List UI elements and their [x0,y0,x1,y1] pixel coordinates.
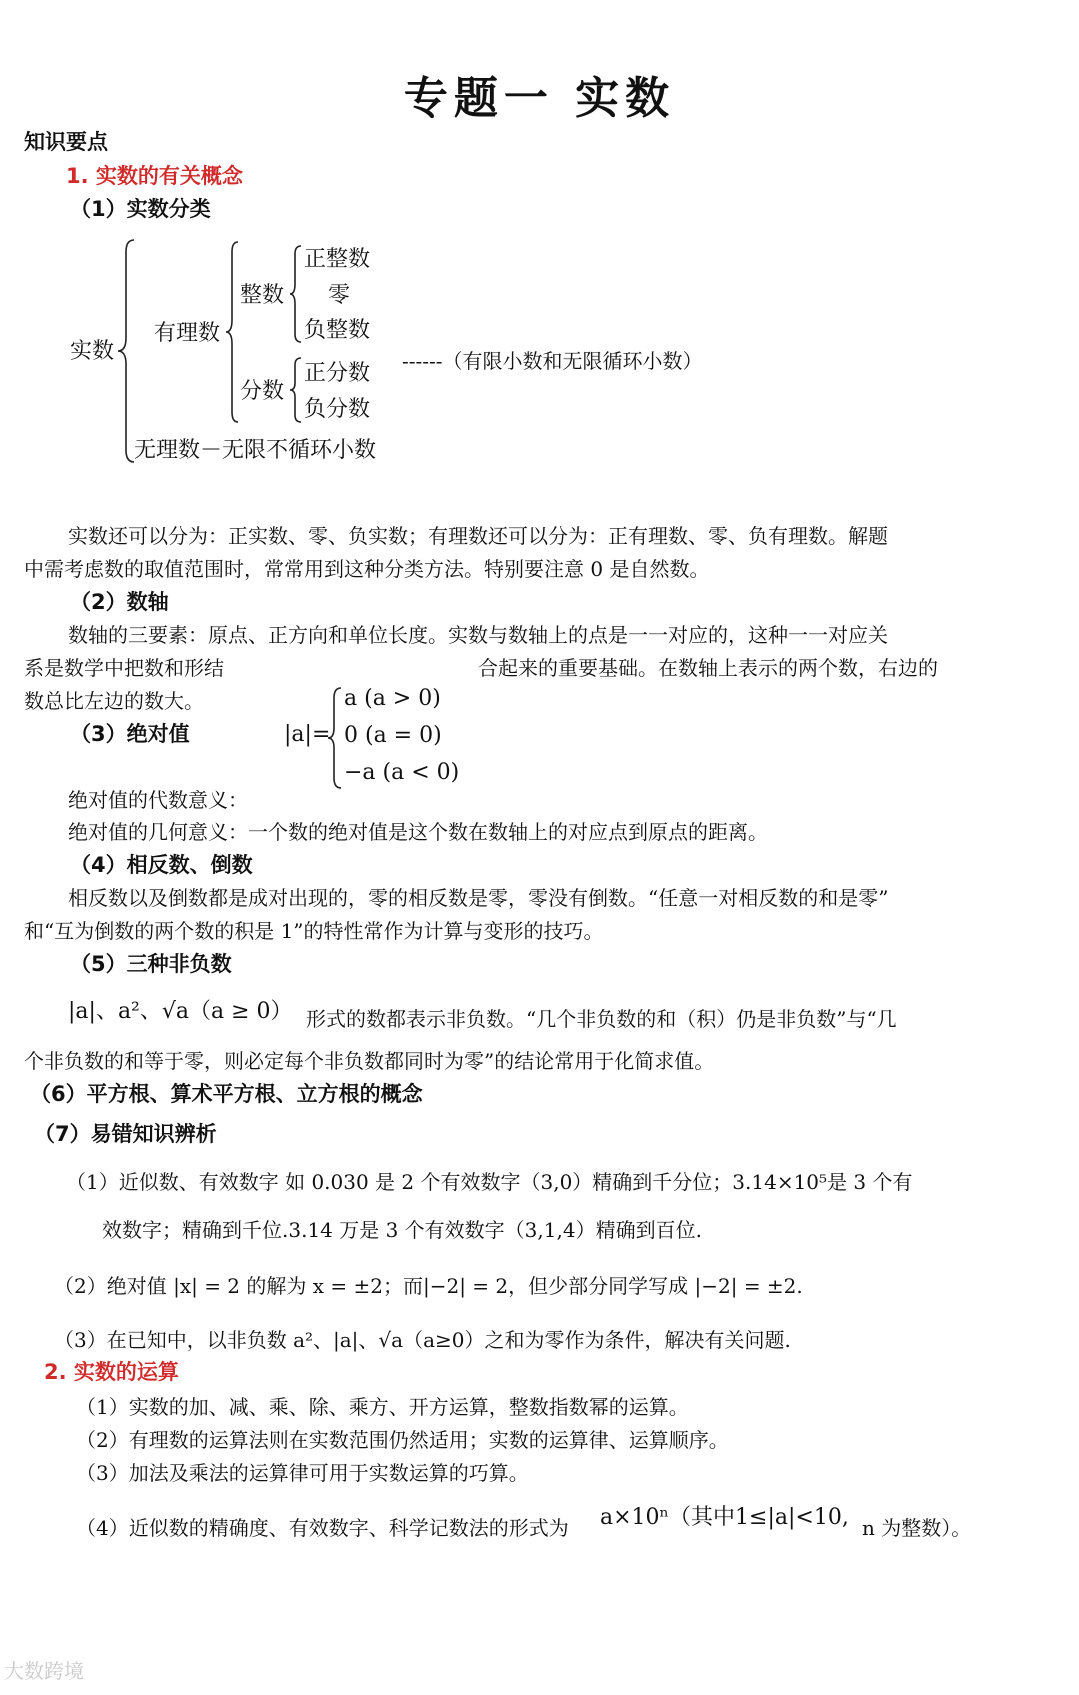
brace-integers [288,244,304,344]
operation-item: （2）有理数的运算法则在实数范围仍然适用；实数的运算律、运算顺序。 [76,1428,729,1452]
heading-real-number-operations: 2. 实数的运算 [44,1360,179,1384]
tree-root-real: 实数 [70,339,115,364]
paragraph-line: 形式的数都表示非负数。“几个非负数的和（积）仍是非负数”与“几 [306,1007,897,1031]
subheading-opposite-reciprocal: （4）相反数、倒数 [70,853,253,877]
tree-zero: 零 [328,283,351,308]
mistake-item: （1）近似数、有效数字 如 0.030 是 2 个有效数字（3,0）精确到千分位；3.14×10⁵是 3 个有 [66,1170,913,1194]
subheading-classification: （1）实数分类 [70,197,211,221]
subheading-number-line: （2）数轴 [70,590,169,614]
paragraph-line: 数总比左边的数大。 [24,689,204,713]
scientific-notation-formula: a×10ⁿ（其中1≤|a|<10, [600,1505,849,1530]
paragraph-line: 和“互为倒数的两个数的积是 1”的特性常作为计算与变形的技巧。 [24,919,604,943]
abs-case-positive: a (a > 0) [344,686,441,711]
subheading-common-mistakes: （7）易错知识辨析 [34,1122,217,1146]
paragraph-line: 中需考虑数的取值范围时，常常用到这种分类方法。特别要注意 0 是自然数。 [24,557,710,581]
tree-positive-integers: 正整数 [304,247,371,272]
paragraph-line: 绝对值的几何意义：一个数的绝对值是这个数在数轴上的对应点到原点的距离。 [68,820,768,844]
tree-rational: 有理数 [154,321,221,346]
tree-irrational: 无理数－无限不循环小数 [134,438,377,463]
nonnegative-formula: |a|、a²、√a（a ≥ 0） [68,999,293,1024]
paragraph-line: 相反数以及倒数都是成对出现的，零的相反数是零，零没有倒数。“任意一对相反数的和是零” [68,886,889,910]
tree-negative-integers: 负整数 [304,318,371,343]
mistake-item: （2）绝对值 |x| = 2 的解为 x = ±2；而|−2| = 2，但少部分同学写成 |−2| = ±2. [54,1274,803,1298]
page-title: 专题一 实数 [403,73,676,124]
mistake-item: （3）在已知中，以非负数 a²、|a|、√a（a≥0）之和为零作为条件，解决有关问题. [54,1328,791,1352]
subheading-roots: （6）平方根、算术平方根、立方根的概念 [30,1082,423,1106]
watermark: 大数跨境 [4,1659,84,1683]
tree-integers: 整数 [240,283,285,308]
operation-item: （4）近似数的精确度、有效数字、科学记数法的形式为 [76,1516,569,1540]
section-header: 知识要点 [24,130,108,154]
paragraph-line: 系是数学中把数和形结 [24,656,224,680]
tree-fraction-note: ------（有限小数和无限循环小数） [402,349,703,373]
brace-real [116,238,138,464]
tree-positive-fractions: 正分数 [304,361,371,386]
paragraph-line: 数轴的三要素：原点、正方向和单位长度。实数与数轴上的点是一一对应的，这种一一对应关 [68,623,888,647]
paragraph-line: 实数还可以分为：正实数、零、负实数；有理数还可以分为：正有理数、零、负有理数。解题 [68,524,888,548]
abs-case-negative: −a (a < 0) [344,760,460,785]
heading-real-number-concepts: 1. 实数的有关概念 [66,164,243,188]
subheading-nonnegative: （5）三种非负数 [70,952,232,976]
abs-formula-lhs: |a|= [284,722,331,747]
paragraph-line: 绝对值的代数意义： [68,788,248,812]
operation-item: （3）加法及乘法的运算律可用于实数运算的巧算。 [76,1461,529,1485]
brace-fractions [288,356,304,424]
paragraph-line: 个非负数的和等于零，则必定每个非负数都同时为零”的结论常用于化简求值。 [24,1049,715,1073]
operation-item: （1）实数的加、减、乘、除、乘方、开方运算，整数指数幂的运算。 [76,1395,689,1419]
brace-abs-cases [326,686,344,790]
abs-case-zero: 0 (a = 0) [344,723,442,748]
subheading-absolute-value: （3）绝对值 [70,722,190,746]
mistake-item: 效数字；精确到千位.3.14 万是 3 个有效数字（3,1,4）精确到百位. [102,1218,702,1242]
operation-item: n 为整数）。 [862,1516,972,1540]
tree-negative-fractions: 负分数 [304,397,371,422]
tree-fractions: 分数 [240,379,285,404]
paragraph-line: 合起来的重要基础。在数轴上表示的两个数，右边的 [478,656,938,680]
